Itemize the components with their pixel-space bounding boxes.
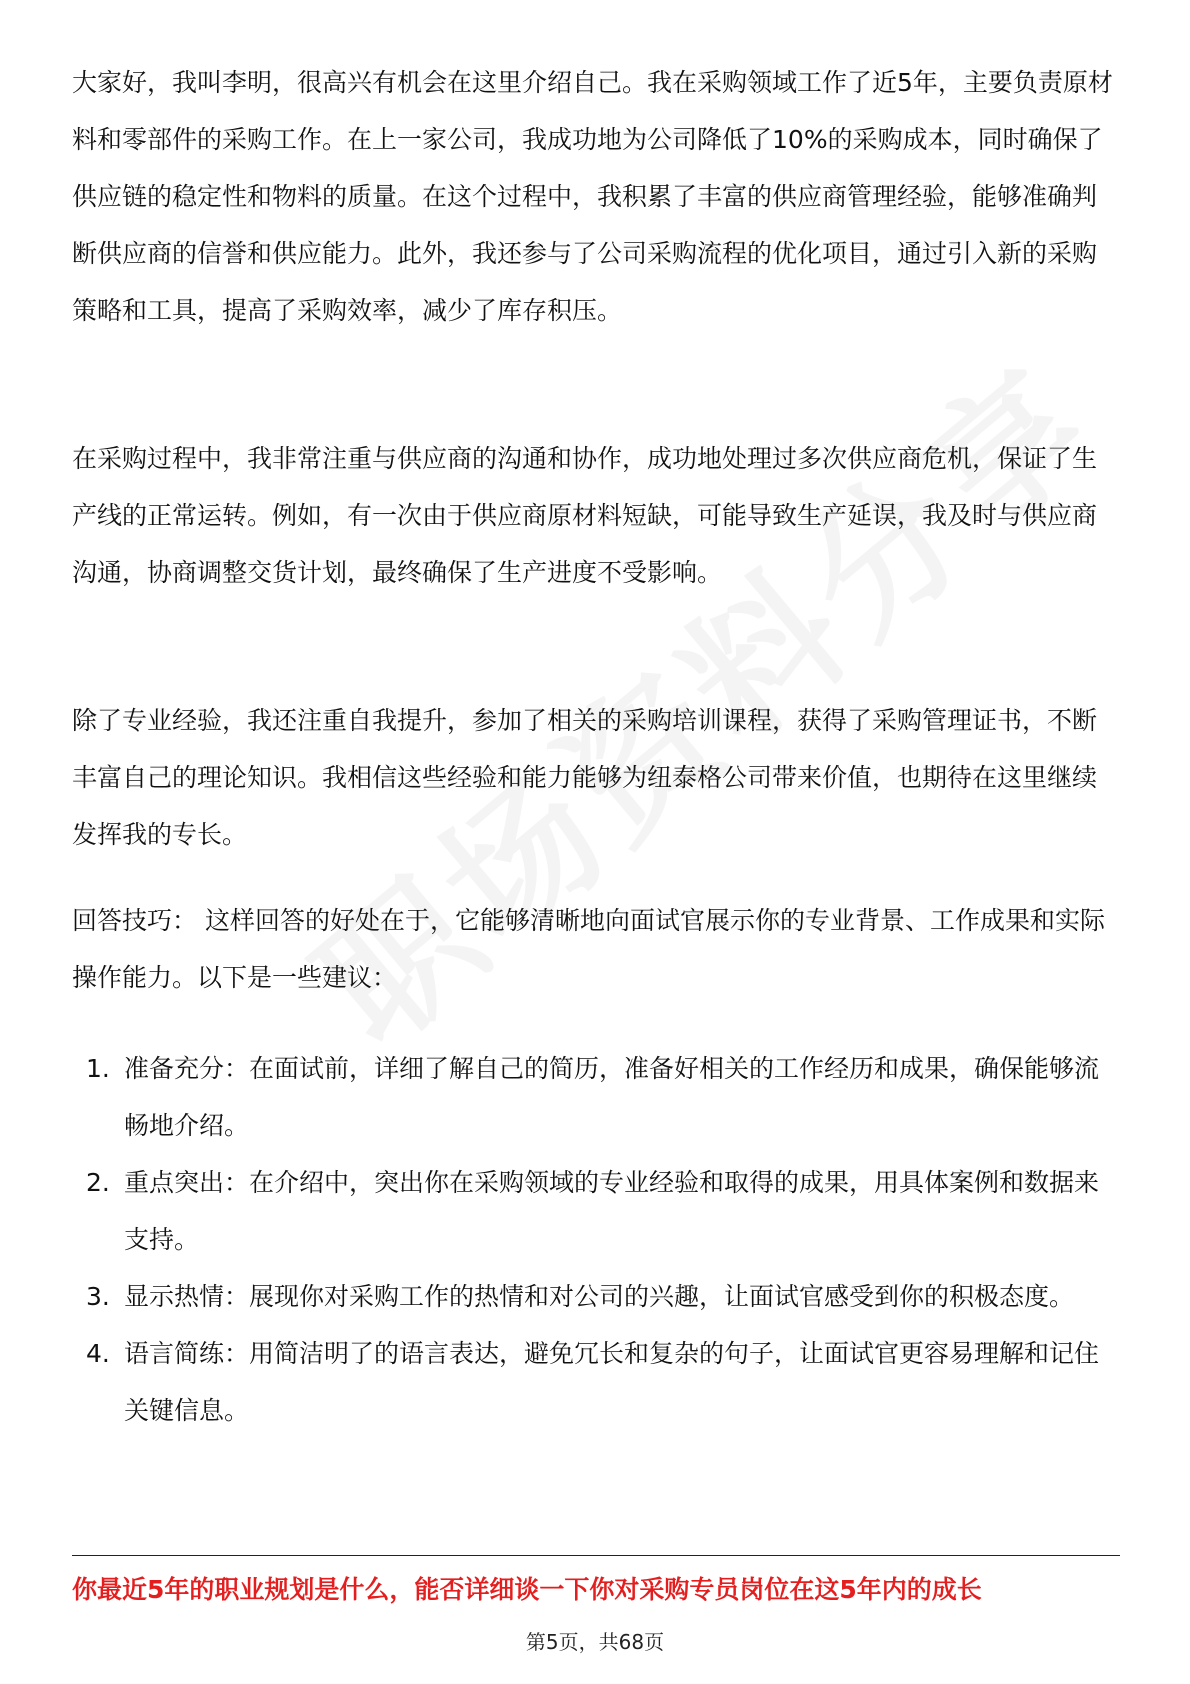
list-item [72, 1325, 1120, 1439]
divider [72, 1555, 1120, 1556]
answer-paragraph-1: 大家好，我叫李明，很高兴有机会在这里介绍自己。我在采购领域工作了近5年，主要负责原材料和零部件的采购工作。在上一家公司，我成功地为公司降低了10%的采购成本，同时确保了供应链的稳定性和物料的质量。在这个过程中，我积累了丰富的供应商管理经验，能够准确判断供应商的信誉和供应能力。此外，我还参与了公司采购流程的优化项目，通过引入新的采购策略和工具，提高了采购效率，减少了库存积压。 [72, 68, 1113, 325]
next-question-heading: 你最近5年的职业规划是什么，能否详细谈一下你对采购专员岗位在这5年内的成长 [72, 1575, 982, 1604]
answer-paragraph-3: 除了专业经验，我还注重自我提升，参加了相关的采购培训课程，获得了采购管理证书，不断丰富自己的理论知识。我相信这些经验和能力能够为纽泰格公司带来价值，也期待在这里继续发挥我的专长。 [72, 706, 1098, 849]
list-item-text: 显示热情：展现你对采购工作的热情和对公司的兴趣，让面试官感受到你的积极态度。 [124, 1282, 1075, 1311]
list-number: 1. [86, 1054, 110, 1083]
list-number: 2. [86, 1168, 110, 1197]
tips-list [72, 1040, 1120, 1439]
list-item-text: 重点突出：在介绍中，突出你在采购领域的专业经验和取得的成果，用具体案例和数据来支持。 [124, 1168, 1100, 1254]
list-item-text: 准备充分：在面试前，详细了解自己的简历，准备好相关的工作经历和成果，确保能够流畅地介绍。 [124, 1054, 1100, 1140]
page-number: 第5页，共68页 [525, 1630, 665, 1654]
list-item [72, 1040, 1120, 1154]
list-number: 4. [86, 1339, 110, 1368]
tips-intro: 回答技巧： 这样回答的好处在于，它能够清晰地向面试官展示你的专业背景、工作成果和实际操作能力。以下是一些建议： [72, 906, 1105, 992]
answer-paragraph-2: 在采购过程中，我非常注重与供应商的沟通和协作，成功地处理过多次供应商危机，保证了生产线的正常运转。例如，有一次由于供应商原材料短缺，可能导致生产延误，我及时与供应商沟通，协商调整交货计划，最终确保了生产进度不受影响。 [72, 444, 1098, 587]
list-item [72, 1154, 1120, 1268]
list-item [72, 1268, 1120, 1325]
list-number: 3. [86, 1282, 110, 1311]
list-item-text: 语言简练：用简洁明了的语言表达，避免冗长和复杂的句子，让面试官更容易理解和记住关键信息。 [124, 1339, 1100, 1425]
